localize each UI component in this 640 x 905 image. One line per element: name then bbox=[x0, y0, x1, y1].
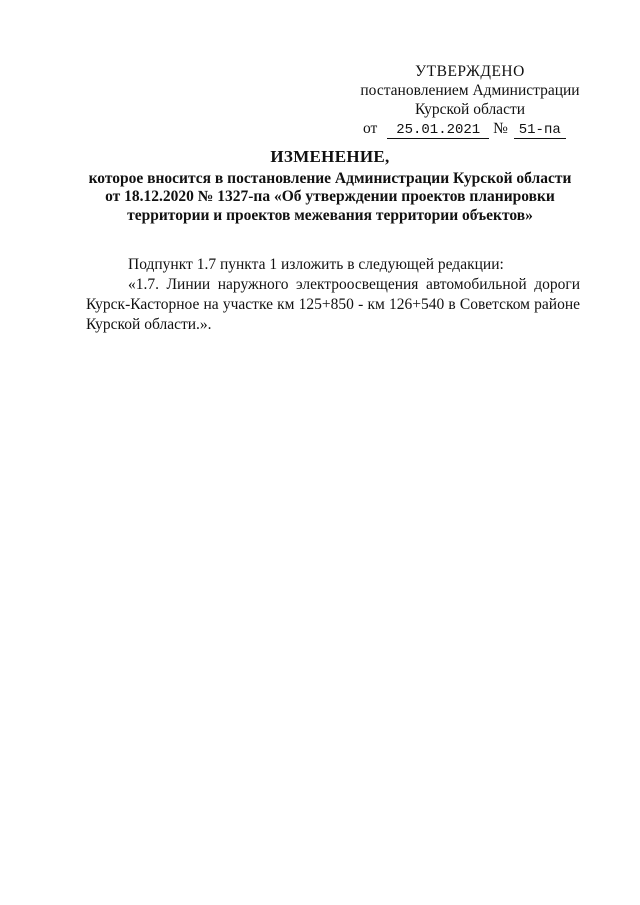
approval-date-line bbox=[355, 119, 585, 139]
approval-number: 51-па bbox=[514, 123, 566, 139]
body-paragraph-1: Подпункт 1.7 пункта 1 изложить в следующей редакции: bbox=[128, 256, 504, 273]
approval-line-1: постановлением Администрации bbox=[360, 82, 580, 99]
title-line-1: которое вносится в постановление Администрации Курской области bbox=[88, 169, 572, 187]
title-line-2: от 18.12.2020 № 1327-па «Об утверждении проектов планировки bbox=[105, 188, 555, 205]
document-body bbox=[86, 255, 580, 335]
date-prefix: от bbox=[363, 120, 378, 137]
body-paragraph-2: «1.7. Линии наружного электроосвещения автомобильной дороги Курск-Касторное на участке км 125+850 - км 126+540 в Советском районе Курской области.». bbox=[86, 276, 580, 333]
approval-stamp bbox=[355, 62, 585, 139]
document-title bbox=[80, 148, 580, 225]
approval-line-2: Курской области bbox=[414, 101, 526, 118]
approval-status: УТВЕРЖДЕНО bbox=[415, 63, 525, 80]
approval-date: 25.01.2021 bbox=[387, 123, 489, 139]
title-line-3: территории и проектов межевания территории объектов» bbox=[127, 206, 533, 224]
number-prefix: № bbox=[493, 120, 508, 137]
title-heading: ИЗМЕНЕНИЕ, bbox=[270, 147, 390, 166]
